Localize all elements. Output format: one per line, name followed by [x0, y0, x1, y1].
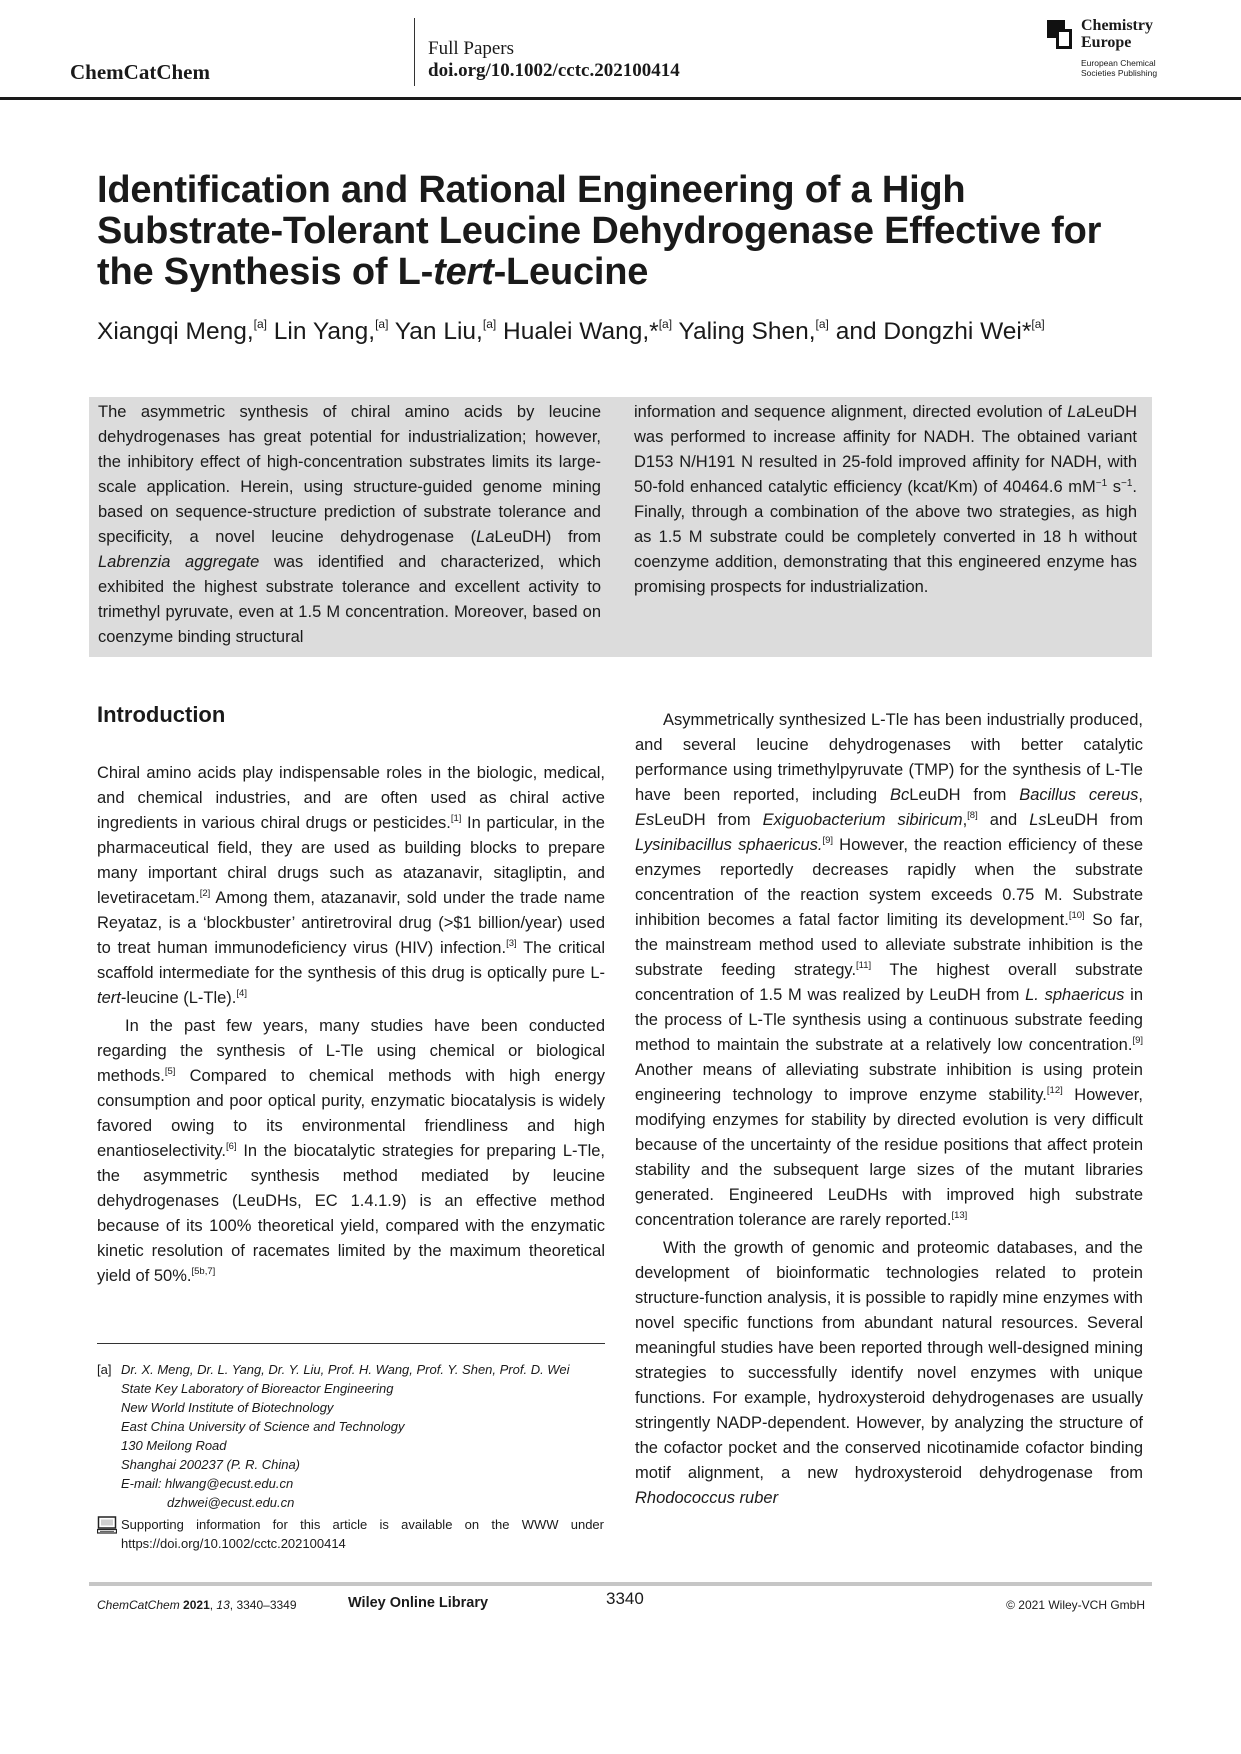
reference-link[interactable]: [4]: [236, 988, 247, 999]
reference-link[interactable]: [13]: [951, 1210, 968, 1221]
abstract-box: [89, 397, 1152, 657]
header-divider: [414, 18, 415, 86]
footer-rule: [89, 1582, 1152, 1586]
logo-text-chemistry: Chemistry: [1081, 17, 1153, 34]
affiliation-marker: [a]: [375, 317, 389, 331]
footnote-rule: [97, 1343, 605, 1344]
doi-link[interactable]: doi.org/10.1002/cctc.202100414: [428, 60, 680, 81]
reference-link[interactable]: [9]: [1132, 1035, 1143, 1046]
affiliation-marker: [a]: [658, 317, 673, 331]
email-line[interactable]: dzhwei@ecust.edu.cn: [167, 1495, 295, 1510]
affiliation-label: [a]: [97, 1362, 112, 1377]
footer-citation: ChemCatChem 2021, 13, 3340–3349: [97, 1598, 297, 1612]
affiliation-line: Shanghai 200237 (P. R. China): [121, 1457, 300, 1472]
reference-link[interactable]: [3]: [506, 938, 517, 949]
wiley-online-library-link[interactable]: Wiley Online Library: [348, 1595, 489, 1611]
reference-link[interactable]: [11]: [856, 960, 872, 971]
email-line[interactable]: E-mail: hlwang@ecust.edu.cn: [121, 1476, 294, 1491]
reference-link[interactable]: [6]: [226, 1141, 237, 1152]
journal-name: ChemCatChem: [70, 60, 210, 84]
article-title: Identification and Rational Engineering of a High Substrate-Tolerant Leucine Dehydrogenase Effective for the Synthesis of L-tert-Leucine: [97, 169, 1102, 293]
supporting-info-text[interactable]: Supporting information for this article is available on the WWW under https://doi.org/10.1002/cctc.202100414: [121, 1517, 604, 1551]
logo-text-europe: Europe: [1081, 34, 1132, 51]
reference-link[interactable]: [8]: [967, 810, 978, 821]
affiliation-line: 130 Meilong Road: [121, 1438, 227, 1453]
abstract-left-column: The asymmetric synthesis of chiral amino acids by leucine dehydrogenases has great potential for industrialization; however, the inhibitory effect of high-concentration substrates limits its large-scale application. Herein, using structure-guided genome mining based on sequence-structure prediction of substrate tolerance and specificity, a novel leucine dehydrogenase (LaLeuDH) from Labrenzia aggregate was identified and characterized, which exhibited the highest substrate tolerance and excellent activity to trimethyl pyruvate, even at 1.5 M concentration. Moreover, based on coenzyme binding structural: [98, 403, 601, 646]
author-name[interactable]: and Dongzhi Wei*: [828, 318, 1032, 345]
author-name[interactable]: Xiangqi Meng,: [97, 318, 254, 345]
author-name[interactable]: Yaling Shen,: [672, 318, 816, 345]
author-name[interactable]: Lin Yang,: [266, 318, 376, 345]
affiliation-marker: [a]: [253, 317, 267, 331]
computer-icon: [97, 1516, 117, 1534]
affiliation-marker: [a]: [1031, 317, 1045, 331]
author-list: [97, 316, 1157, 348]
body-paragraph: With the growth of genomic and proteomic databases, and the development of bioinformatic technologies related to protein structure-function analysis, it is possible to rapidly mine enzymes with novel specific functions from abundant natural resources. Several meaningful studies have been reported through well-designed mining strategies to successfully identify novel enzymes with unique functions. For example, hydroxysteroid dehydrogenases are usually stringently NADP-dependent. However, by analyzing the structure of the cofactor pocket and the conserved nicotinamide cofactor binding motif alignment, a new hydroxysteroid dehydrogenase from Rhodococcus ruber: [635, 1239, 1143, 1507]
logo-subtext-2: Societies Publishing: [1081, 68, 1158, 78]
publisher-logo[interactable]: [1047, 18, 1177, 82]
affiliation-marker: [a]: [815, 317, 829, 331]
author-name[interactable]: Hualei Wang,*: [496, 318, 659, 345]
chemistry-europe-logo-icon: [1047, 20, 1073, 50]
page-number: 3340: [606, 1589, 644, 1608]
author-name[interactable]: Yan Liu,: [388, 318, 483, 345]
affiliation-line: New World Institute of Biotechnology: [121, 1400, 334, 1415]
affiliation-line: East China University of Science and Technology: [121, 1419, 405, 1434]
affiliation-line: State Key Laboratory of Bioreactor Engineering: [121, 1381, 394, 1396]
body-paragraph: Asymmetrically synthesized L-Tle has been industrially produced, and several leucine dehydrogenases with better catalytic performance using trimethylpyruvate (TMP) for the synthesis of L-Tle have been reported, including BcLeuDH from Bacillus cereus, EsLeuDH from Exiguobacterium sibiricum,[8] and LsLeuDH from Lysinibacillus sphaericus.[9] However, the reaction efficiency of these enzymes reportedly decreases rapidly when the substrate concentration of the reaction system exceeds 0.75 M. Substrate inhibition becomes a fatal factor limiting its development.[10] So far, the mainstream method used to alleviate substrate inhibition is the substrate feeding strategy.[11] The highest overall substrate concentration of 1.5 M was realized by LeuDH from L. sphaericus in the process of L-Tle synthesis using a continuous substrate feeding method to maintain the substrate at a relatively low concentration.[9] Another means of alleviating substrate inhibition is using protein engineering technology to improve enzyme stability.[12] However, modifying enzymes for stability by directed evolution is very difficult because of the uncertainty of the residue positions that affect protein stability and the subsequent large sizes of the mutant libraries generated. Engineered LeuDHs with improved high substrate concentration tolerance are rarely reported.[13]: [635, 711, 1143, 1229]
reference-link[interactable]: [12]: [1046, 1085, 1063, 1096]
reference-link[interactable]: [1]: [450, 813, 462, 824]
reference-link[interactable]: [5b,7]: [191, 1266, 216, 1277]
section-heading-introduction: Introduction: [97, 702, 226, 727]
body-paragraph: In the past few years, many studies have been conducted regarding the synthesis of L-Tle using chemical or biological methods.[5] Compared to chemical methods with high energy consumption and poor optical purity, enzymatic biocatalysis is widely favored owing to its environmental friendliness and high enantioselectivity.[6] In the biocatalytic strategies for preparing L-Tle, the asymmetric synthesis method mediated by leucine dehydrogenases (LeuDHs, EC 1.4.1.9) is an effective method because of its 100% theoretical yield, compared with the enzymatic kinetic resolution of racemates limited by the maximum theoretical yield of 50%.[5b,7]: [97, 1017, 605, 1285]
body-paragraph: Chiral amino acids play indispensable roles in the biologic, medical, and chemical industries, and are often used as chiral active ingredients in various chiral drugs or pesticides.[1] In particular, in the pharmaceutical field, they are used as building blocks to prepare many important chiral drugs such as atazanavir, sitagliptin, and levetiracetam.[2] Among them, atazanavir, sold under the trade name Reyataz, is a ‘blockbuster’ antiretroviral drug (>$1 billion/year) used to treat human immunodeficiency virus (HIV) infection.[3] The critical scaffold intermediate for the synthesis of this drug is optically pure L-tert-leucine (L-Tle).[4]: [97, 764, 605, 1007]
body-left-column: [97, 700, 605, 1289]
abstract-right-column: information and sequence alignment, directed evolution of LaLeuDH was performed to increase affinity for NADH. The obtained variant D153 N/H191 N resulted in 25-fold improved affinity for NADH, with 50-fold enhanced catalytic efficiency (kcat/Km) of 40464.6 $mM^{-1}$ $s^{-1}$. Finally, through a combination of the above two strategies, as high as 1.5 M substrate could be completely converted in 18 h without coenzyme addition, demonstrating that this engineered enzyme has promising prospects for industrialization.: [634, 403, 1137, 596]
copyright-notice: © 2021 Wiley-VCH GmbH: [1006, 1598, 1145, 1612]
reference-link[interactable]: [2]: [199, 888, 211, 899]
header-rule: [0, 97, 1241, 100]
affiliation-line: Dr. X. Meng, Dr. L. Yang, Dr. Y. Liu, Prof. H. Wang, Prof. Y. Shen, Prof. D. Wei: [121, 1362, 570, 1377]
body-right-column: [635, 708, 1143, 1511]
reference-link[interactable]: [10]: [1068, 910, 1085, 921]
reference-link[interactable]: [5]: [164, 1066, 176, 1077]
section-type: Full Papers: [428, 38, 515, 59]
logo-subtext-1: European Chemical: [1081, 58, 1156, 68]
affiliation-marker: [a]: [482, 317, 497, 331]
reference-link[interactable]: [9]: [822, 835, 834, 846]
